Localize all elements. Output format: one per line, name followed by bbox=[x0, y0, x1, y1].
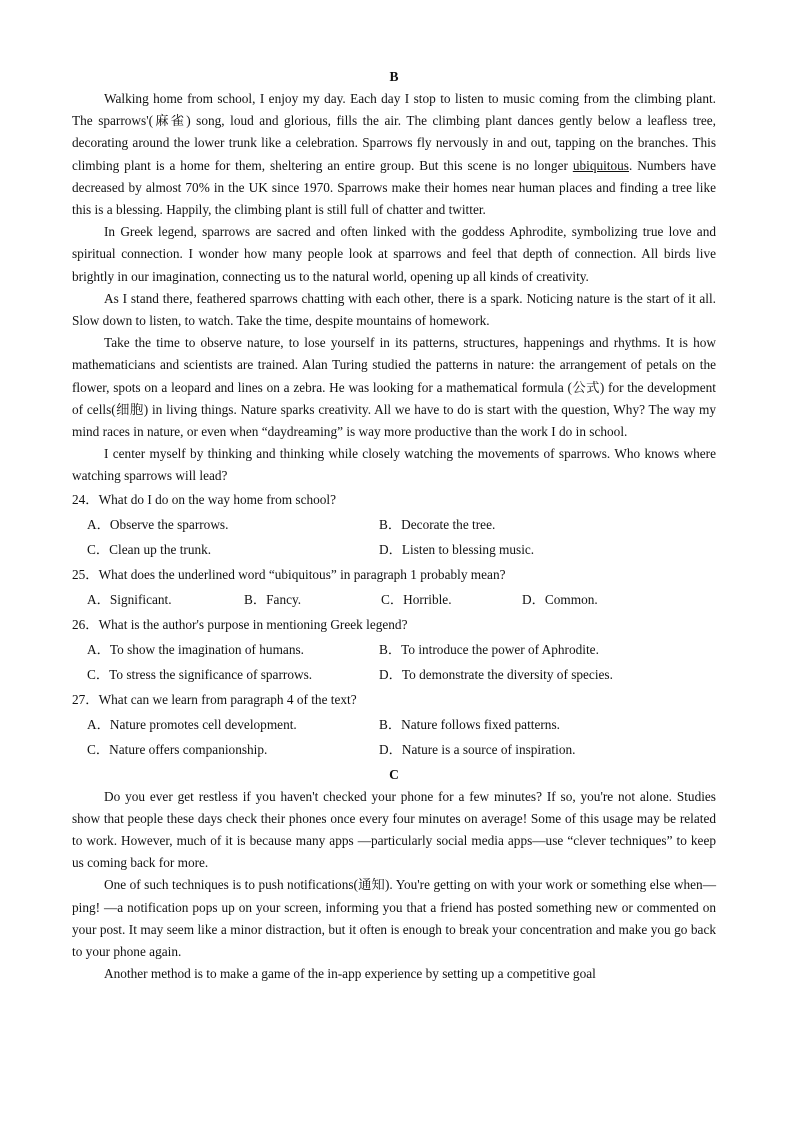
q25-option-a: A．Significant. bbox=[87, 591, 172, 607]
q27-option-b: B．Nature follows fixed patterns. bbox=[379, 716, 560, 732]
q27-option-c: C．Nature offers companionship. bbox=[87, 741, 268, 757]
question-24-stem: 24．What do I do on the way home from school? bbox=[72, 491, 337, 507]
paragraph-1-text-b: . Numbers have decreased by almost 70% in the UK since 1970. Sparrows make their homes near human places and finding a tree like this is a blessing. Happily, the climbing plant is still full of chatter and twitter. bbox=[72, 157, 716, 218]
question-25-options bbox=[87, 587, 716, 612]
q27-option-a: A．Nature promotes cell development. bbox=[87, 716, 297, 732]
underlined-word: ubiquitous bbox=[572, 157, 629, 173]
q26-option-d: D．To demonstrate the diversity of species. bbox=[379, 666, 613, 682]
q24-option-d: D．Listen to blessing music. bbox=[379, 541, 535, 557]
q25-option-d: D．Common. bbox=[522, 591, 598, 607]
q26-option-c: C．To stress the significance of sparrows. bbox=[87, 666, 313, 682]
exam-page bbox=[72, 64, 716, 985]
question-26-options bbox=[87, 637, 716, 687]
question-27-options bbox=[87, 712, 716, 762]
q24-option-a: A．Observe the sparrows. bbox=[87, 516, 229, 532]
q25-option-b: B．Fancy. bbox=[244, 591, 302, 607]
section-c-paragraph-3: Another method is to make a game of the in-app experience by setting up a competitive goal bbox=[104, 966, 596, 982]
q26-option-a: A．To show the imagination of humans. bbox=[87, 641, 304, 657]
section-b-paragraph-1 bbox=[72, 88, 716, 221]
paragraph-1-text-a: Walking home from school, I enjoy my day. Each day I stop to listen to music coming from the climbing plant. The sparrows'(麻雀) song, loud and glorious, fills the air. The climbing plant dances gently below a leafless tree, decorating around the lower trunk like a celebration. Sparrows fly nervously in and out, tapping on the branches. This climbing plant is a home for them, sheltering an entire group. But this scene is no longer bbox=[72, 91, 716, 173]
question-27-stem: 27．What can we learn from paragraph 4 of the text? bbox=[72, 691, 357, 707]
section-b-paragraph-3: As I stand there, feathered sparrows chatting with each other, there is a spark. Noticing nature is the start of it all. Slow down to listen, to watch. Take the time, despite mountains of homework. bbox=[72, 290, 716, 329]
q24-option-c: C．Clean up the trunk. bbox=[87, 541, 212, 557]
question-24-options bbox=[87, 512, 716, 562]
section-b-paragraph-4: Take the time to observe nature, to lose yourself in its patterns, structures, happenings and rhythms. It is how mathematicians and scientists are trained. Alan Turing studied the patterns in nature: the arrangement of petals on the flower, spots on a leopard and lines on a zebra. He was looking for a mathematical formula (公式) for the development of cells(细胞) in living things. Nature sparks creativity. All we have to do is start with the question, Why? The way my mind races in nature, or even when “daydreaming” is way more productive than the work I do in school. bbox=[72, 335, 716, 440]
q27-option-d: D．Nature is a source of inspiration. bbox=[379, 741, 576, 757]
q26-option-b: B．To introduce the power of Aphrodite. bbox=[379, 641, 599, 657]
section-b-heading: B bbox=[389, 69, 399, 84]
section-c-paragraph-2: One of such techniques is to push notifications(通知). You're getting on with your work or something else when—ping! —a notification pops up on your screen, informing you that a friend has posted something new or commented on your post. It may seem like a minor distraction, but it often is enough to break your concentration and make you go back to your phone again. bbox=[72, 877, 716, 960]
q25-option-c: C．Horrible. bbox=[381, 591, 452, 607]
section-b-paragraph-2: In Greek legend, sparrows are sacred and often linked with the goddess Aphrodite, symbolizing true love and spiritual connection. I wonder how many people look at sparrows and feel that depth of connection. All birds live brightly in our imagination, connecting us to the natural world, opening up all kinds of creativity. bbox=[72, 224, 716, 284]
question-25-stem: 25．What does the underlined word “ubiquitous” in paragraph 1 probably mean? bbox=[72, 566, 506, 582]
section-c-heading: C bbox=[389, 766, 399, 782]
section-b-paragraph-5: I center myself by thinking and thinking while closely watching the movements of sparrows. Who knows where watching sparrows will lead? bbox=[72, 446, 716, 484]
q24-option-b: B．Decorate the tree. bbox=[379, 516, 496, 532]
question-26-stem: 26．What is the author's purpose in mentioning Greek legend? bbox=[72, 616, 408, 632]
section-c-paragraph-1: Do you ever get restless if you haven't checked your phone for a few minutes? If so, you're not alone. Studies show that people these days check their phones once every four minutes on average! Some of this usage may be related to work. However, much of it is because many apps —particularly social media apps—use “clever techniques” to keep us coming back for more. bbox=[72, 788, 716, 871]
